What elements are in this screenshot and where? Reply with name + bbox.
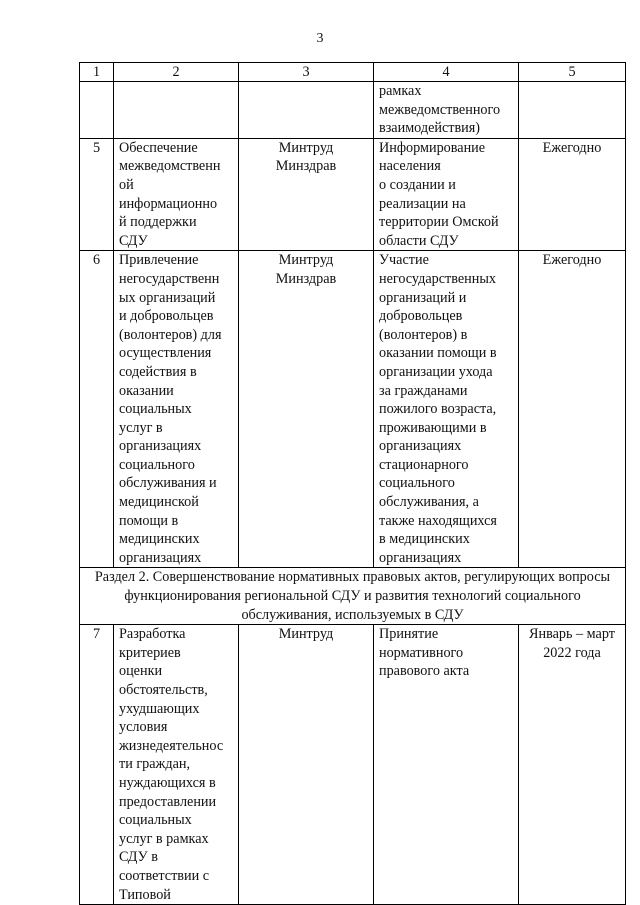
action-cell-line: осуществления — [119, 345, 212, 362]
action-cell-line: нуждающихся в — [119, 774, 216, 791]
action-cell-line: условия — [119, 719, 168, 736]
executor-cell-line: Минтруд — [278, 139, 334, 156]
result-cell-line: обслуживания, а — [379, 494, 479, 511]
table-row — [80, 625, 626, 905]
action-cell-line: медицинской — [119, 494, 199, 511]
result-cell-line: организациях — [379, 549, 462, 566]
action-cell-line: СДУ в — [119, 849, 158, 866]
result-cell — [374, 625, 519, 905]
action-cell-line: предоставлении — [119, 793, 217, 810]
action-cell-line: организациях — [119, 438, 202, 455]
action-cell — [114, 82, 239, 139]
action-cell-line: ой — [119, 176, 134, 193]
row-number: 7 — [80, 625, 114, 905]
result-cell-line: (волонтеров) в — [379, 326, 468, 343]
term-cell-line: Январь – март — [529, 626, 615, 643]
table-header-row — [80, 63, 626, 82]
result-cell-line: Информирование — [379, 139, 486, 156]
action-cell-line: обслуживания и — [119, 475, 217, 492]
term-cell-line: 2022 года — [543, 644, 601, 661]
action-cell-line: Привлечение — [119, 252, 199, 269]
table-row — [80, 251, 626, 568]
action-cell-line: Разработка — [119, 626, 186, 643]
action-cell-line: медицинских — [119, 531, 200, 548]
action-cell-line: услуг в рамках — [119, 830, 209, 847]
result-cell-line: нормативного — [379, 644, 464, 661]
column-number-4: 4 — [374, 63, 519, 82]
result-cell-line: организациях — [379, 438, 462, 455]
action-cell-line: негосударственн — [119, 270, 220, 287]
action-cell-line: ти граждан, — [119, 756, 191, 773]
action-cell-line: социального — [119, 456, 195, 473]
term-cell — [519, 251, 626, 568]
result-cell-line: организаций и — [379, 289, 467, 306]
result-cell-line: социального — [379, 475, 455, 492]
action-cell — [114, 625, 239, 905]
result-cell-line: пожилого возраста, — [379, 401, 497, 418]
result-cell-line: добровольцев — [379, 308, 463, 325]
table-row — [80, 138, 626, 251]
action-plan-table — [79, 62, 626, 905]
action-cell-line: обстоятельств, — [119, 682, 208, 698]
action-cell-line: содействия в — [119, 363, 197, 380]
row-number — [80, 82, 114, 139]
column-number-3: 3 — [239, 63, 374, 82]
page-number: 3 — [316, 31, 324, 46]
executor-cell-line: Минтруд — [278, 252, 334, 269]
action-cell-line: социальных — [119, 401, 192, 418]
executor-cell — [239, 251, 374, 568]
result-cell-line: населения — [379, 158, 441, 175]
action-cell-line: ых организаций — [119, 289, 216, 306]
action-cell-line: организациях — [119, 549, 202, 566]
action-cell-line: й поддержки — [119, 214, 197, 231]
result-cell-line: проживающими в — [379, 419, 487, 436]
row-number: 5 — [80, 138, 114, 251]
action-cell-line: социальных — [119, 812, 192, 829]
result-cell — [374, 82, 519, 139]
column-number-5: 5 — [519, 63, 626, 82]
action-cell-line: межведомственн — [119, 158, 221, 175]
result-cell-line: взаимодействия) — [379, 120, 481, 137]
action-cell-line: услуг в — [119, 419, 163, 436]
action-cell-line: Типовой — [119, 886, 171, 903]
action-cell-line: (волонтеров) для — [119, 326, 222, 343]
term-cell-line: Ежегодно — [542, 139, 602, 156]
result-cell-line: межведомственного — [379, 101, 501, 118]
result-cell-line: организации ухода — [379, 363, 493, 380]
column-number-1: 1 — [80, 63, 114, 82]
executor-cell-line: Минздрав — [275, 270, 337, 287]
table-row — [80, 82, 626, 139]
result-cell-line: оказании помощи в — [379, 345, 497, 362]
action-cell — [114, 138, 239, 251]
term-cell — [519, 625, 626, 905]
action-cell-line: ухудшающих — [119, 700, 200, 717]
executor-cell-line: Минздрав — [275, 158, 337, 175]
executor-cell-line: Минтруд — [278, 626, 334, 643]
term-cell-line: Ежегодно — [542, 252, 602, 269]
result-cell-line: области СДУ — [379, 232, 459, 249]
action-cell-line: жизнедеятельнос — [119, 737, 224, 754]
result-cell-line: реализации на — [379, 195, 466, 212]
result-cell-line: негосударственных — [379, 270, 496, 287]
action-cell-line: критериев — [119, 644, 181, 661]
column-number-2: 2 — [114, 63, 239, 82]
result-cell-line: за гражданами — [379, 382, 468, 399]
action-cell-line: СДУ — [119, 232, 148, 249]
section-row — [80, 568, 626, 625]
row-number: 6 — [80, 251, 114, 568]
term-cell — [519, 138, 626, 251]
action-cell — [114, 251, 239, 568]
section-title: Раздел 2. Совершенствование нормативных правовых актов, регулирующих вопросы функционирования региональной СДУ и развития технологий социального обслуживания, используемых в СДУ — [80, 568, 626, 625]
result-cell-line: Участие — [379, 252, 429, 269]
action-cell-line: Обеспечение — [119, 139, 198, 156]
action-cell-line: помощи в — [119, 512, 179, 529]
result-cell-line: также находящихся — [379, 512, 497, 529]
result-cell — [374, 138, 519, 251]
result-cell-line: Принятие — [379, 626, 439, 643]
action-cell-line: оценки — [119, 663, 163, 680]
result-cell-line: стационарного — [379, 456, 469, 473]
result-cell-line: территории Омской — [379, 214, 499, 231]
result-cell-line: правового акта — [379, 663, 470, 680]
executor-cell — [239, 138, 374, 251]
action-cell-line: оказании — [119, 382, 174, 399]
term-cell — [519, 82, 626, 139]
action-cell-line: соответствии с — [119, 867, 210, 884]
result-cell-line: о создании и — [379, 176, 456, 193]
executor-cell — [239, 82, 374, 139]
executor-cell — [239, 625, 374, 905]
result-cell-line: рамках — [379, 83, 422, 99]
result-cell — [374, 251, 519, 568]
action-cell-line: и добровольцев — [119, 308, 214, 325]
result-cell-line: в медицинских — [379, 531, 470, 548]
action-cell-line: информационно — [119, 195, 218, 212]
